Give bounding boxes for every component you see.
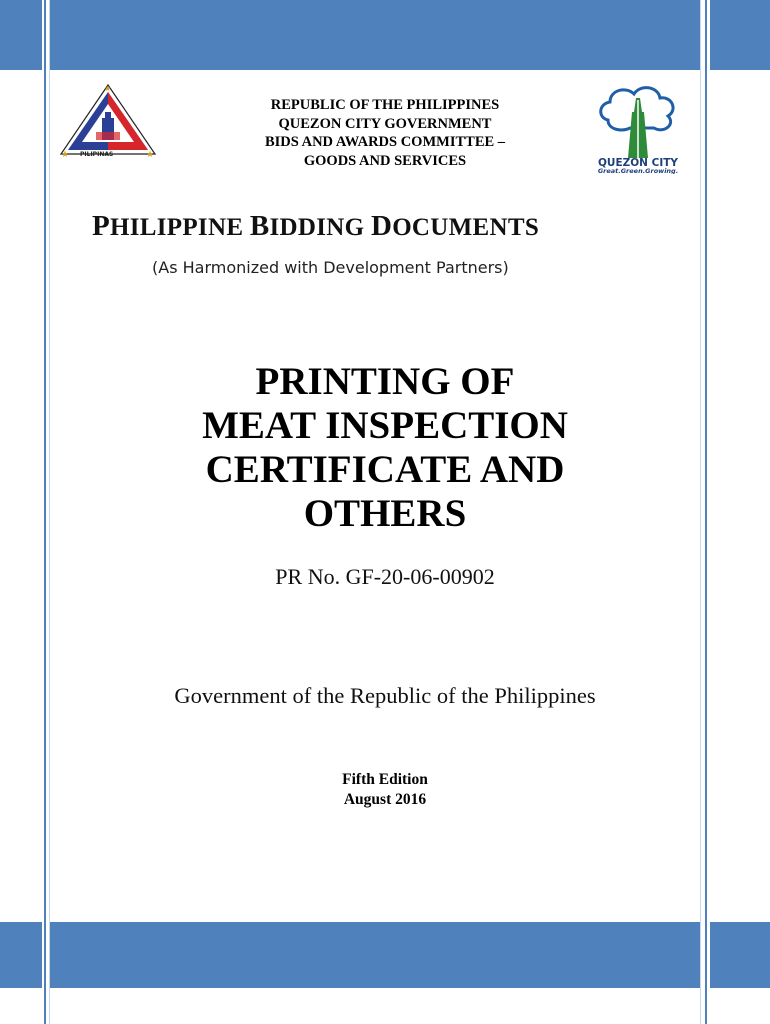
series-subtitle: (As Harmonized with Development Partners): [152, 258, 509, 277]
edition-label: Fifth Edition: [342, 771, 428, 788]
title-line-1: PRINTING OF: [255, 360, 515, 403]
series-title-initial-1: P: [92, 210, 111, 242]
header-line-1: REPUBLIC OF THE PHILIPPINES: [270, 97, 500, 113]
title-line-3: CERTIFICATE AND: [205, 448, 565, 491]
quezon-city-logo-icon: [588, 82, 688, 174]
edition-date: August 2016: [343, 791, 427, 808]
right-border-rule: [705, 0, 707, 1024]
series-title: [92, 210, 692, 243]
svg-text:★: ★: [146, 150, 155, 160]
left-inner-rule: [49, 0, 50, 1024]
right-inner-rule: [700, 0, 701, 1024]
issuing-office-header: [200, 96, 570, 170]
top-blue-band: [0, 0, 770, 70]
svg-text:★: ★: [61, 150, 70, 160]
edition-block: [235, 770, 535, 810]
series-title-initial-3: D: [370, 210, 393, 242]
svg-text:★: ★: [104, 84, 112, 93]
series-title-word-3: OCUMENTS: [392, 214, 540, 241]
left-border-rule: [44, 0, 46, 1024]
header-line-3: BIDS AND AWARDS COMMITTEE –: [264, 134, 506, 150]
document-title: [100, 360, 670, 536]
series-title-word-2: IDDING: [269, 214, 371, 241]
logo-tagline: Great.Green.Growing.: [597, 167, 679, 174]
logo-wordmark: QUEZON CITY: [598, 157, 678, 169]
quezon-city-seal-icon: [58, 82, 158, 160]
header-line-4: GOODS AND SERVICES: [303, 152, 467, 169]
title-line-2: MEAT INSPECTION: [202, 404, 568, 447]
purchase-request-number: PR No. GF-20-06-00902: [275, 564, 495, 589]
bottom-blue-band: [0, 922, 770, 988]
seal-bottom-text: PILIPINAS: [80, 151, 114, 158]
government-line: Government of the Republic of the Philippines: [174, 683, 596, 708]
title-line-4: OTHERS: [303, 492, 467, 535]
series-title-word-1: HILIPPINE: [110, 214, 250, 241]
series-title-initial-2: B: [249, 210, 270, 242]
header-line-2: QUEZON CITY GOVERNMENT: [278, 115, 492, 132]
